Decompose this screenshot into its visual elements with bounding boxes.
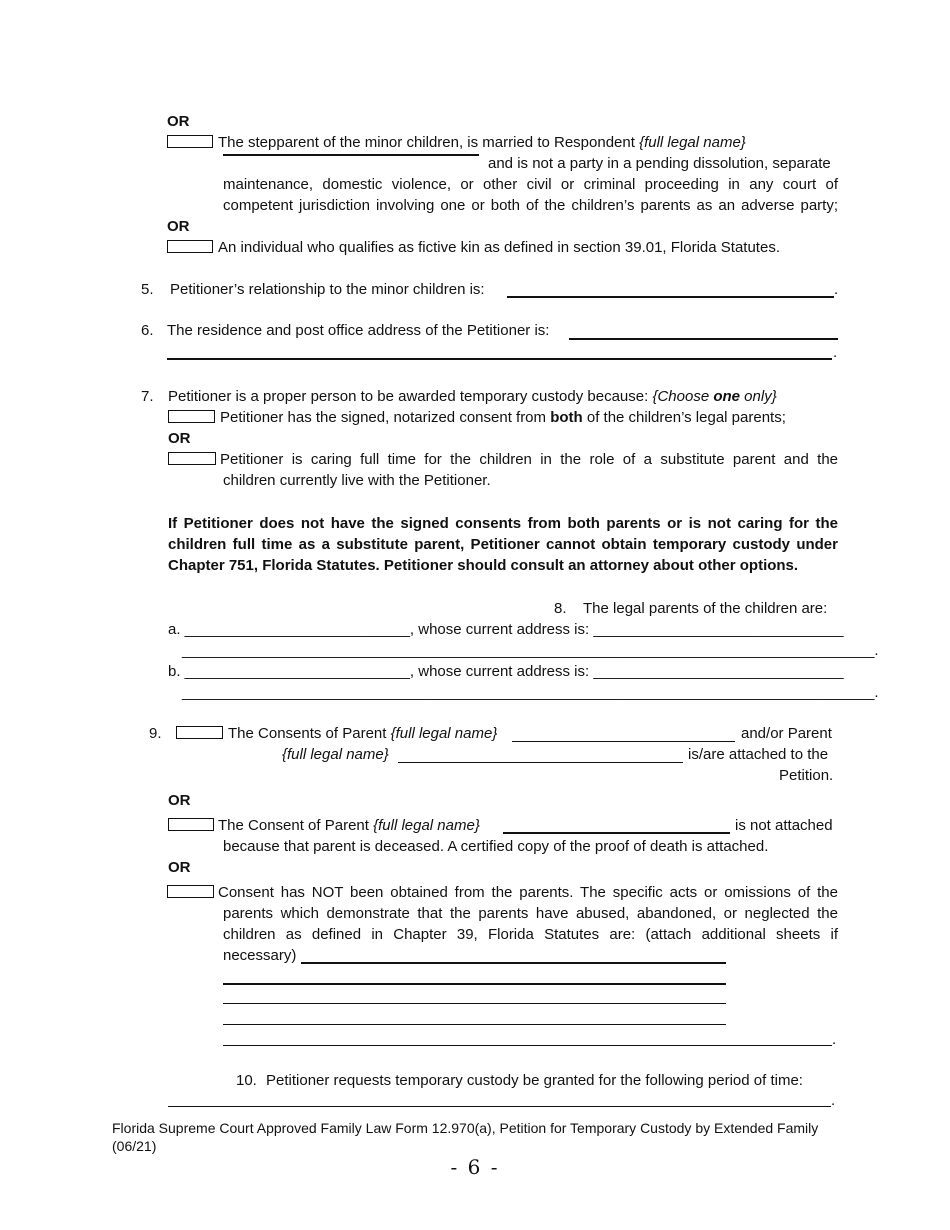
or-label: OR	[167, 113, 190, 130]
checkbox-parent-deceased[interactable]	[168, 818, 214, 831]
item-number-10: 10.	[236, 1072, 257, 1089]
caring-text-line2: children currently live with the Petitioner.	[223, 472, 491, 489]
caring-text-line1: Petitioner is caring full time for the children in the role of a substitute parent and the	[220, 451, 838, 468]
not-obtained-line2: parents which demonstrate that the parents have abused, abandoned, or neglected the	[223, 905, 838, 922]
not-obtained-line4: necessary)	[223, 947, 297, 964]
or-label: OR	[167, 218, 190, 235]
period-mark: .	[831, 1092, 836, 1109]
checkbox-consent-not-obtained[interactable]	[167, 885, 214, 898]
consent-both-text: Petitioner has the signed, notarized consent from both of the children’s legal parents;	[220, 409, 786, 426]
stepparent-text-line4: competent jurisdiction involving one or both of the children’s parents as an adverse party;	[223, 197, 838, 214]
not-obtained-line1: Consent has NOT been obtained from the parents. The specific acts or omissions of the	[218, 884, 838, 901]
consent-parent-text: The Consent of Parent {full legal name}	[218, 817, 480, 834]
full-legal-name-label: {full legal name}	[282, 746, 389, 763]
relationship-label: Petitioner’s relationship to the minor children is:	[170, 281, 485, 298]
period-of-time-label: Petitioner requests temporary custody be granted for the following period of time:	[266, 1072, 803, 1089]
legal-parents-label: The legal parents of the children are:	[583, 600, 828, 617]
item-number-5: 5.	[141, 281, 154, 298]
respondent-name-line[interactable]	[223, 154, 479, 156]
parent-b-line[interactable]: b. ___________________________, whose current address is: ______________________________	[168, 663, 844, 680]
stepparent-text-line2: and is not a party in a pending dissolution, separate	[488, 155, 831, 172]
acts-field-line4[interactable]	[223, 1024, 726, 1025]
parent-name-field-1[interactable]	[512, 741, 735, 742]
footer-line1: Florida Supreme Court Approved Family Law Form 12.970(a), Petition for Temporary Custody by Extended Family	[112, 1120, 819, 1136]
stepparent-text: The stepparent of the minor children, is married to Respondent {full legal name}	[218, 134, 746, 151]
footer-line2: (06/21)	[112, 1138, 157, 1154]
item-number-7: 7.	[141, 388, 154, 405]
item-number-8: 8.	[554, 600, 567, 617]
page-number: - 6 -	[450, 1155, 500, 1179]
parent-a-address-cont[interactable]: ___________________________________________________________________________________.	[182, 642, 879, 659]
consents-text: The Consents of Parent {full legal name}	[228, 725, 498, 742]
period-of-time-field[interactable]	[168, 1106, 831, 1107]
item-number-6: 6.	[141, 322, 154, 339]
checkbox-consent-both[interactable]	[168, 410, 215, 423]
petition-text: Petition.	[779, 767, 834, 784]
address-field-line1[interactable]	[569, 338, 838, 340]
warning-line2: children full time as a substitute parent, Petitioner cannot obtain temporary custody under	[168, 536, 838, 553]
acts-field-line2[interactable]	[223, 983, 726, 985]
and-or-parent-text: and/or Parent	[741, 725, 832, 742]
deceased-text: because that parent is deceased. A certified copy of the proof of death is attached.	[223, 838, 769, 855]
period-mark: .	[832, 1031, 837, 1048]
or-label: OR	[168, 792, 191, 809]
address-label: The residence and post office address of the Petitioner is:	[167, 322, 550, 339]
parent-a-line[interactable]: a. ___________________________, whose current address is: ______________________________	[168, 621, 844, 638]
checkbox-fictive-kin[interactable]	[167, 240, 213, 253]
relationship-field[interactable]	[507, 296, 834, 298]
item-number-9: 9.	[149, 725, 162, 742]
acts-field-line1[interactable]	[301, 962, 726, 964]
or-label: OR	[168, 859, 191, 876]
form-footer	[112, 1119, 852, 1155]
checkbox-caring-full-time[interactable]	[168, 452, 216, 465]
acts-field-line5[interactable]	[223, 1045, 832, 1046]
parent-name-field-2[interactable]	[398, 762, 683, 763]
checkbox-stepparent[interactable]	[167, 135, 213, 148]
checkbox-consents-attached[interactable]	[176, 726, 223, 739]
period-mark: .	[833, 344, 838, 361]
not-obtained-line3: children as defined in Chapter 39, Florida Statutes are: (attach additional sheets if	[223, 926, 838, 943]
proper-person-text: Petitioner is a proper person to be awarded temporary custody because: {Choose one only}	[168, 388, 777, 405]
warning-line3: Chapter 751, Florida Statutes. Petitioner should consult an attorney about other options.	[168, 557, 799, 574]
address-field-line2[interactable]	[167, 358, 832, 360]
warning-line1: If Petitioner does not have the signed consents from both parents or is not caring for the	[168, 515, 838, 532]
stepparent-text-line3: maintenance, domestic violence, or other civil or criminal proceeding in any court of	[223, 176, 838, 193]
or-label: OR	[168, 430, 191, 447]
not-attached-text: is not attached	[735, 817, 833, 834]
acts-field-line3[interactable]	[223, 1003, 726, 1004]
period-mark: .	[834, 281, 839, 298]
attached-text: is/are attached to the	[688, 746, 829, 763]
fictive-kin-text: An individual who qualifies as fictive kin as defined in section 39.01, Florida Statutes.	[218, 239, 780, 256]
deceased-parent-name-field[interactable]	[503, 832, 730, 834]
parent-b-address-cont[interactable]: ___________________________________________________________________________________.	[182, 684, 879, 701]
